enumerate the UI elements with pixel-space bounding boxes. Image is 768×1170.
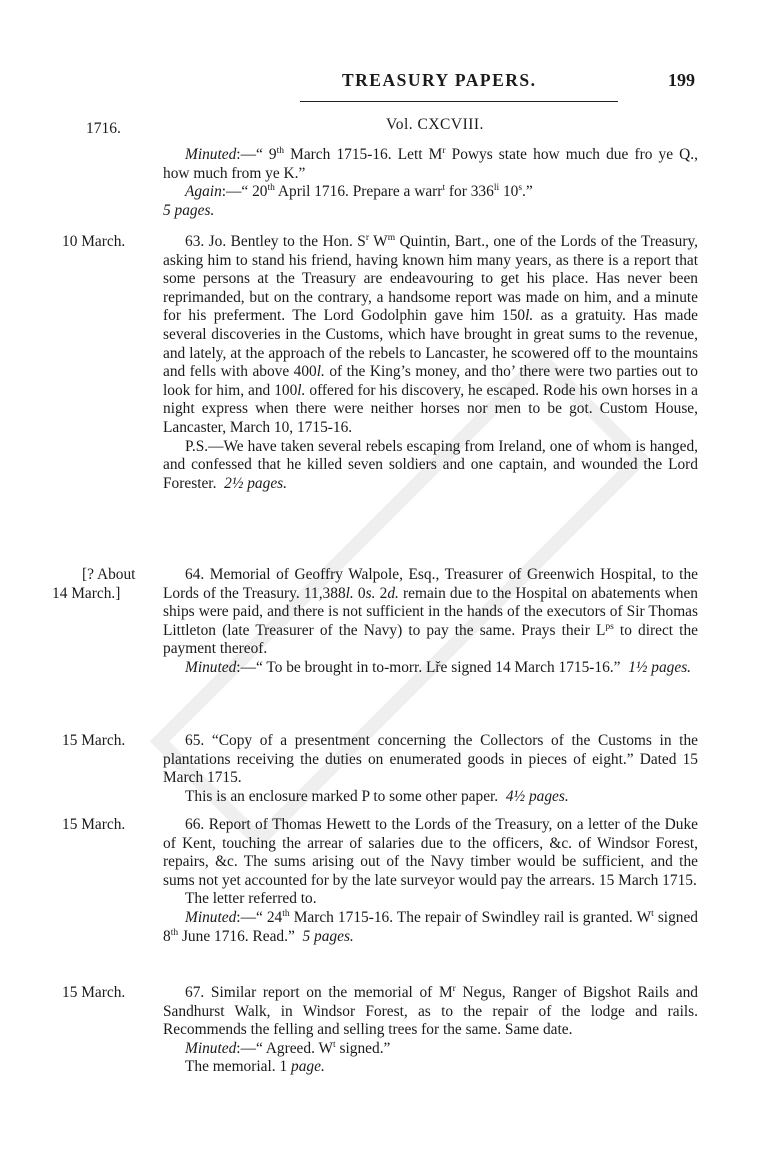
entry-63	[163, 233, 698, 493]
page-number: 199	[668, 70, 695, 90]
entry-65-note: This is an enclosure marked P to some other paper. 4½ pages.	[185, 787, 569, 805]
entry-67-date: 15 March.	[62, 984, 126, 1001]
entry-64-text: 64. Memorial of Geoffry Walpole, Esq., Treasurer of Greenwich Hospital, to the Lords of the Treasury. 11,388l. 0s. 2d. remain due to the Hospital on abatements when ships were paid, and there is not sufficient in the hands of the executors of Sir Thomas Littleton (late Treasurer of the Navy) to pay the same. Prays their $L^{ps}$ to direct the payment thereof.	[163, 566, 698, 658]
entry-64	[163, 566, 698, 678]
entry-62-minute: Minuted:—“ 9th March 1715-16. Lett $M^r$ Powys state how much due fro ye Q., how much from ye K.”	[163, 146, 698, 182]
entry-64-date	[52, 566, 162, 603]
entry-63-text: 63. Jo. Bentley to the Hon. $S^r$ $W^m$ Quintin, Bart., one of the Lords of the Treasury, asking him to stand his friend, having known him many years, as there is a report that some persons at the Treasury are endeavouring to get his place. Has never been reprimanded, but on the contrary, a handsome report was made on him, and a minute for his preferment. The Lord Godolphin gave him 150l. as a gratuity. Has made several discoveries in the Customs, which have brought in great sums to the revenue, and lately, at the approach of the rebels to Lancaster, he scowered off to the mountains and fells with above 400l. of the King’s money, and tho’ there were two parties out to look for him, and 100l. offered for his discovery, he escaped. Rode his own horses in a night express when there were neither horses nor men to be got. Custom House, Lancaster, March 10, 1715-16.	[163, 233, 698, 436]
running-head	[0, 70, 768, 94]
entry-64-date-line-2: 14 March.]	[52, 584, 121, 602]
entry-66-text: 66. Report of Thomas Hewett to the Lords of the Treasury, on a letter of the Duke of Kent, touching the arrear of salaries due to the officers, &c. of Windsor Forest, repairs, &c. The sums arising out of the Navy timber would be sufficient, and the sums not yet accounted for by the late surveyor would pay the arrears. 15 March 1715.	[163, 816, 698, 889]
entry-67-memorial: The memorial. 1 page.	[185, 1058, 325, 1076]
entry-65	[163, 732, 698, 806]
entry-67-minute: Minuted:—“ Agreed. $W^t$ signed.”	[185, 1039, 391, 1057]
running-title: TREASURY PAPERS.	[342, 70, 537, 90]
year-label: 1716.	[86, 120, 121, 137]
entry-64-minute: Minuted:—“ To be brought in to-morr. Lře signed 14 March 1715-16.” 1½ pages.	[185, 658, 692, 676]
entry-66-letter: The letter referred to.	[185, 890, 317, 908]
volume-heading: Vol. CXCVIII.	[386, 116, 484, 133]
header-rule	[300, 101, 618, 102]
entry-63-date: 10 March.	[62, 233, 126, 250]
entry-66	[163, 816, 698, 946]
entry-65-date: 15 March.	[62, 732, 126, 749]
entry-62-tail	[163, 146, 698, 220]
entry-62-pages: 5 pages.	[163, 201, 215, 219]
entry-66-date: 15 March.	[62, 816, 126, 833]
entry-67-text: 67. Similar report on the memorial of $M^r$ Negus, Ranger of Bigshot Rails and Sandhurst Walk, in Windsor Forest, as to the repair of the lodge and rails. Recommends the felling and selling trees for the same. Same date.	[163, 984, 698, 1039]
entry-64-date-line-1: [? About	[82, 566, 136, 583]
entry-63-postscript: P.S.—We have taken several rebels escaping from Ireland, one of whom is hanged, and confessed that he killed seven soldiers and one captain, and wounded the Lord Forester. 2½ pages.	[163, 437, 698, 492]
entry-65-text: 65. “Copy of a presentment concerning the Collectors of the Customs in the plantations receiving the duties on enumerated goods in pieces of eight.” Dated 15 March 1715.	[163, 732, 698, 787]
entry-67	[163, 984, 698, 1077]
entry-62-again: Again:—“ 20th April 1716. Prepare a warr$^t$ for $336^{li}$ 10$^s$.”	[185, 183, 533, 201]
entry-66-minute: Minuted:—“ 24th March 1715-16. The repair of Swindley rail is granted. $W^t$ signed 8th June 1716. Read.” 5 pages.	[163, 908, 698, 945]
